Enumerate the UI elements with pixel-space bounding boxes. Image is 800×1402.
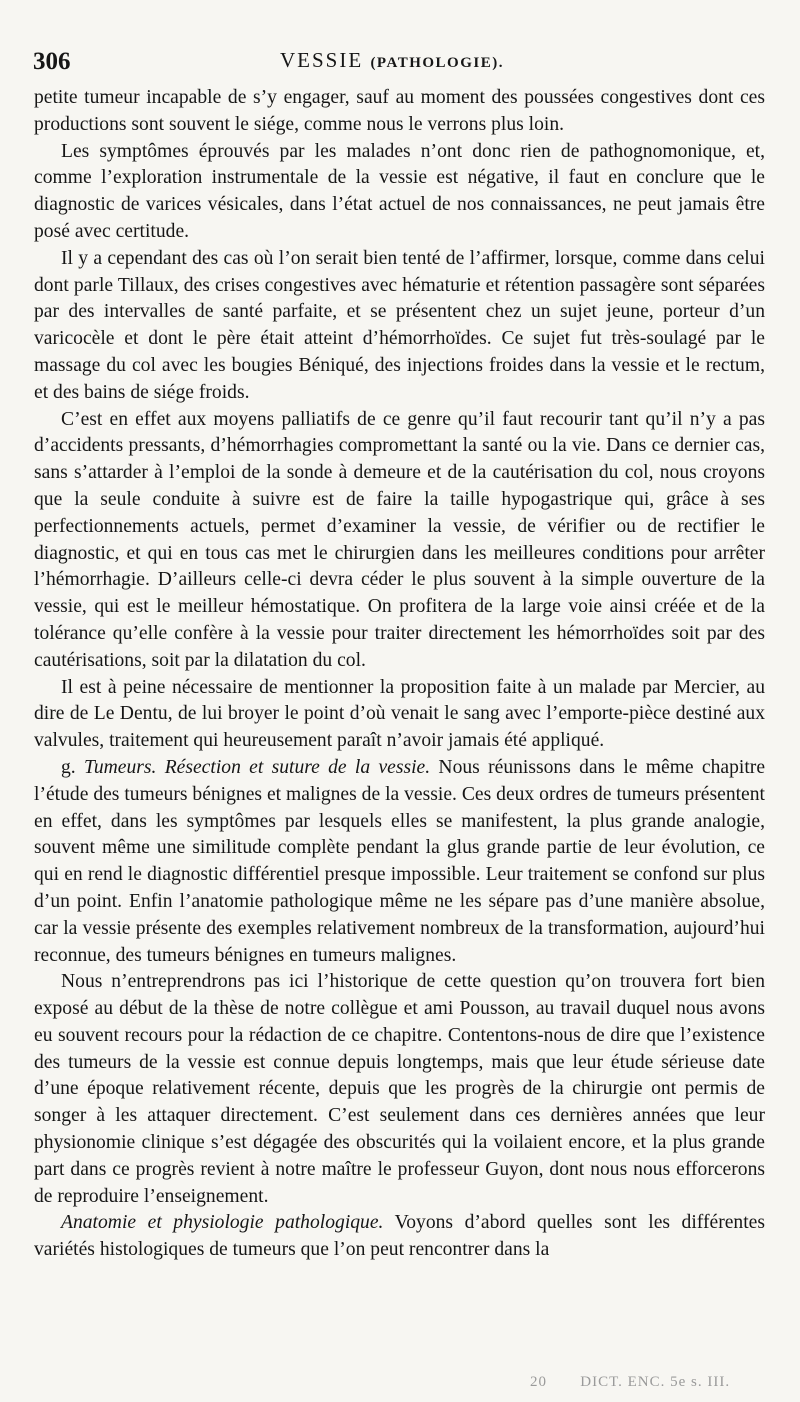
sheet-number: 20 xyxy=(530,1374,547,1390)
italic-run: Tumeurs. Résection et suture de la vessie. xyxy=(84,756,431,778)
text-run: g. xyxy=(61,756,84,778)
paragraph xyxy=(34,1210,765,1264)
text-run: C’est en effet aux moyens palliatifs de ce genre qu’il faut recourir tant qu’il n’y a pas d’accidents pressants, d’hémorrhagies compromettant la santé ou la vie. Dans ce dernier cas, sans s’attarder à l’emploi de la sonde à demeure et de la cautérisation du col, nous croyons que la seule conduite à suivre est de faire la taille hypogastrique qui, grâce à ses perfectionnements actuels, permet d’examiner la vessie, de vérifier ou de rectifier le diagnostic, et qui en tous cas met le chirurgien dans les meilleures conditions pour arrêter l’hémorrhagie. D’ailleurs celle-ci devra céder le plus souvent à la simple ouverture de la vessie, qui est le meilleur hémostatique. On profitera de la large voie ainsi créée et de la tolérance qu’elle confère à la vessie pour traiter directement les hémorrhoïdes soit par des cautérisations, soit par la dilatation du col. xyxy=(34,408,765,671)
text-run: Voyons d’abord quelles sont les différentes variétés histologiques de tumeurs que l’on peut rencontrer dans la xyxy=(34,1212,765,1261)
paragraph xyxy=(34,675,765,755)
text-run: Nous n’entreprendrons pas ici l’historique de cette question qu’on trouvera fort bien exposé au début de la thèse de notre collègue et ami Pousson, au travail duquel nous avons eu souvent recours pour la rédaction de ce chapitre. Contentons-nous de dire que l’existence des tumeurs de la vessie est connue depuis longtemps, mais que leur étude sérieuse date d’une époque relativement récente, depuis que les progrès de la chirurgie ont permis de songer à les attaquer directement. C’est seulement dans ces dernières années que leur physionomie clinique s’est dégagée des obscurités qui la voilaient encore, et la plus grande part dans ce progrès revient à notre maître le professeur Guyon, dont nous nous efforcerons de reproduire l’enseignement. xyxy=(34,971,765,1207)
italic-run: Anatomie et physiologie pathologique. xyxy=(61,1212,384,1234)
text-run: Les symptômes éprouvés par les malades n’ont donc rien de pathognomonique, et, comme l’exploration instrumentale de la vessie est négative, il faut en conclure que le diagnostic de varices vésicales, dans l’état actuel de nos connaissances, ne peut jamais être posé avec certitude. xyxy=(34,140,765,242)
paragraph xyxy=(34,755,765,969)
body-text xyxy=(34,85,765,1264)
paragraph xyxy=(34,85,765,139)
paragraph xyxy=(34,969,765,1210)
running-head-subtitle: (PATHOLOGIE). xyxy=(370,55,504,71)
text-run: petite tumeur incapable de s’y engager, sauf au moment des poussées congestives dont ces productions sont souvent le siége, comme nous le verrons plus loin. xyxy=(34,87,765,135)
signature-mark: DICT. ENC. 5e s. III. xyxy=(580,1374,731,1390)
paragraph xyxy=(34,139,765,246)
paragraph xyxy=(34,246,765,407)
page-number: 306 xyxy=(33,48,71,75)
page-header xyxy=(30,44,770,84)
page-footer xyxy=(530,1374,730,1391)
text-run: Il est à peine nécessaire de mentionner la proposition faite à un malade par Mercier, au dire de Le Dentu, de lui broyer le point d’où venait le sang avec l’emporte-pièce destiné aux valvules, traitement qui heureusement paraît n’avoir jamais été appliqué. xyxy=(34,676,765,752)
running-head-title: VESSIE xyxy=(280,48,364,72)
paragraph xyxy=(34,407,765,675)
running-head xyxy=(280,48,504,73)
text-run: Nous réunissons dans le même chapitre l’étude des tumeurs bénignes et malignes de la vessie. Ces deux ordres de tumeurs présentent en effet, dans les symptômes par lesquels elles se manifestent, la plus grande analogie, souvent même une similitude complète pendant la glus grande partie de leur évolution, ce qui en rend le diagnostic différentiel presque impossible. Leur traitement se confond sur plus d’un point. Enfin l’anatomie pathologique même ne les sépare pas d’une manière absolue, car la vessie présente des exemples relativement nombreux de la transformation, aujourd’hui reconnue, des tumeurs bénignes en tumeurs malignes. xyxy=(34,756,766,966)
text-run: Il y a cependant des cas où l’on serait bien tenté de l’affirmer, lorsque, comme dans celui dont parle Tillaux, des crises congestives avec hématurie et rétention passagère sont séparées par des intervalles de santé parfaite, et se présentent chez un sujet jeune, porteur d’un varicocèle et dont le père était atteint d’hémorrhoïdes. Ce sujet fut très-soulagé par le massage du col avec les bougies Béniqué, des injections froides dans la vessie et le rectum, et des bains de siége froids. xyxy=(34,247,765,403)
